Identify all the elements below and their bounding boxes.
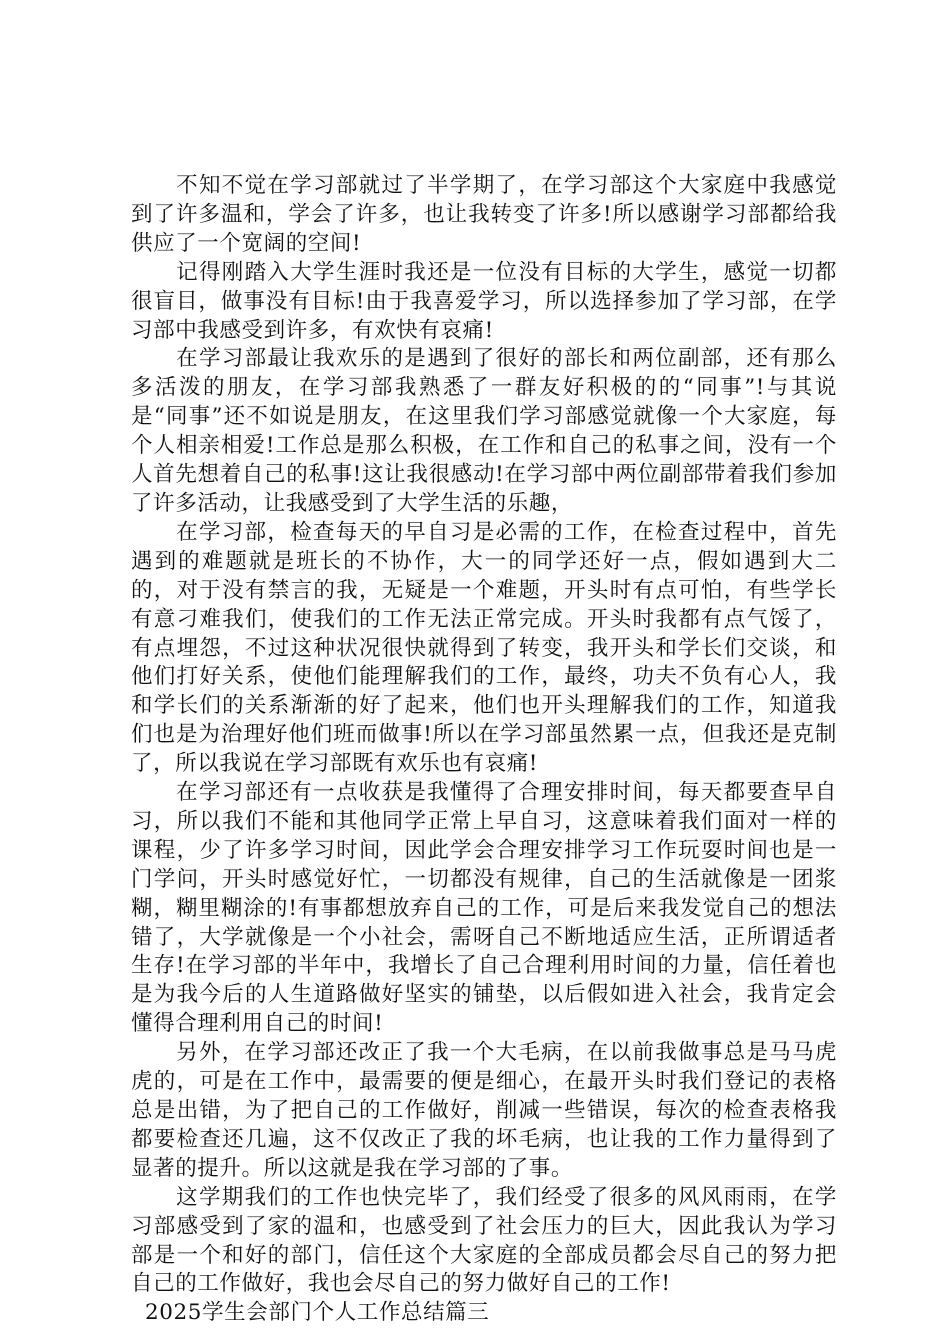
paragraph-3: 在学习部最让我欢乐的是遇到了很好的部长和两位副部，还有那么多活泼的朋友，在学习部我熟悉了一群友好积极的的“同事”!与其说是“同事”还不如说是朋友，在这里我们学习部感觉就像一个大家庭，每个人相亲相爱!工作总是那么积极，在工作和自己的私事之间，没有一个人首先想着自己的私事!这让我很感动!在学习部中两位副部带着我们参加了许多活动，让我感受到了大学生活的乐趣，	[131, 346, 837, 516]
document-body	[131, 172, 837, 1328]
paragraph-2: 记得刚踏入大学生涯时我还是一位没有目标的大学生，感觉一切都很盲目，做事没有目标!由于我喜爱学习，所以选择参加了学习部，在学习部中我感受到许多，有欢快有哀痛!	[131, 259, 837, 343]
paragraph-5: 在学习部还有一点收获是我懂得了合理安排时间，每天都要查早自习，所以我们不能和其他同学正常上早自习，这意味着我们面对一样的课程，少了许多学习时间，因此学会合理安排学习工作玩耍时间也是一门学问，开头时感觉好忙，一切都没有规律，自己的生活就像是一团浆糊，糊里糊涂的!有事都想放弃自己的工作，可是后来我发觉自己的想法错了，大学就像是一个小社会，需呀自己不断地适应生活，正所谓适者生存!在学习部的半年中，我增长了自己合理利用时间的力量，信任着也是为我今后的人生道路做好坚实的铺垫，以后假如进入社会，我肯定会懂得合理利用自己的时间!	[131, 780, 837, 1037]
paragraph-7: 这学期我们的工作也快完毕了，我们经受了很多的风风雨雨，在学习部感受到了家的温和，也感受到了社会压力的巨大，因此我认为学习部是一个和好的部门，信任这个大家庭的全部成员都会尽自己的努力把自己的工作做好，我也会尽自己的努力做好自己的工作!	[131, 1184, 837, 1297]
section-heading: 2025学生会部门个人工作总结篇三	[144, 1300, 490, 1326]
paragraph-4: 在学习部，检查每天的早自习是必需的工作，在检查过程中，首先遇到的难题就是班长的不协作，大一的同学还好一点，假如遇到大二的，对于没有禁言的我，无疑是一个难题，开头时有点可怕，有些学长有意刁难我们，使我们的工作无法正常完成。开头时我都有点气馁了，有点埋怨，不过这种状况很快就得到了转变，我开头和学长们交谈，和他们打好关系，使他们能理解我们的工作，最终，功夫不负有心人，我和学长们的关系渐渐的好了起来，他们也开头理解我们的工作，知道我们也是为治理好他们班而做事!所以在学习部虽然累一点，但我还是克制了，所以我说在学习部既有欢乐也有哀痛!	[131, 519, 837, 777]
paragraph-6: 另外，在学习部还改正了我一个大毛病，在以前我做事总是马马虎虎的，可是在工作中，最需要的便是细心，在最开头时我们登记的表格总是出错，为了把自己的工作做好，削减一些错误，每次的检查表格我都要检查还几遍，这不仅改正了我的坏毛病，也让我的工作力量得到了显著的提升。所以这就是我在学习部的了事。	[131, 1040, 837, 1181]
paragraph-1: 不知不觉在学习部就过了半学期了，在学习部这个大家庭中我感觉到了许多温和，学会了许多，也让我转变了许多!所以感谢学习部都给我供应了一个宽阔的空间!	[131, 173, 837, 256]
